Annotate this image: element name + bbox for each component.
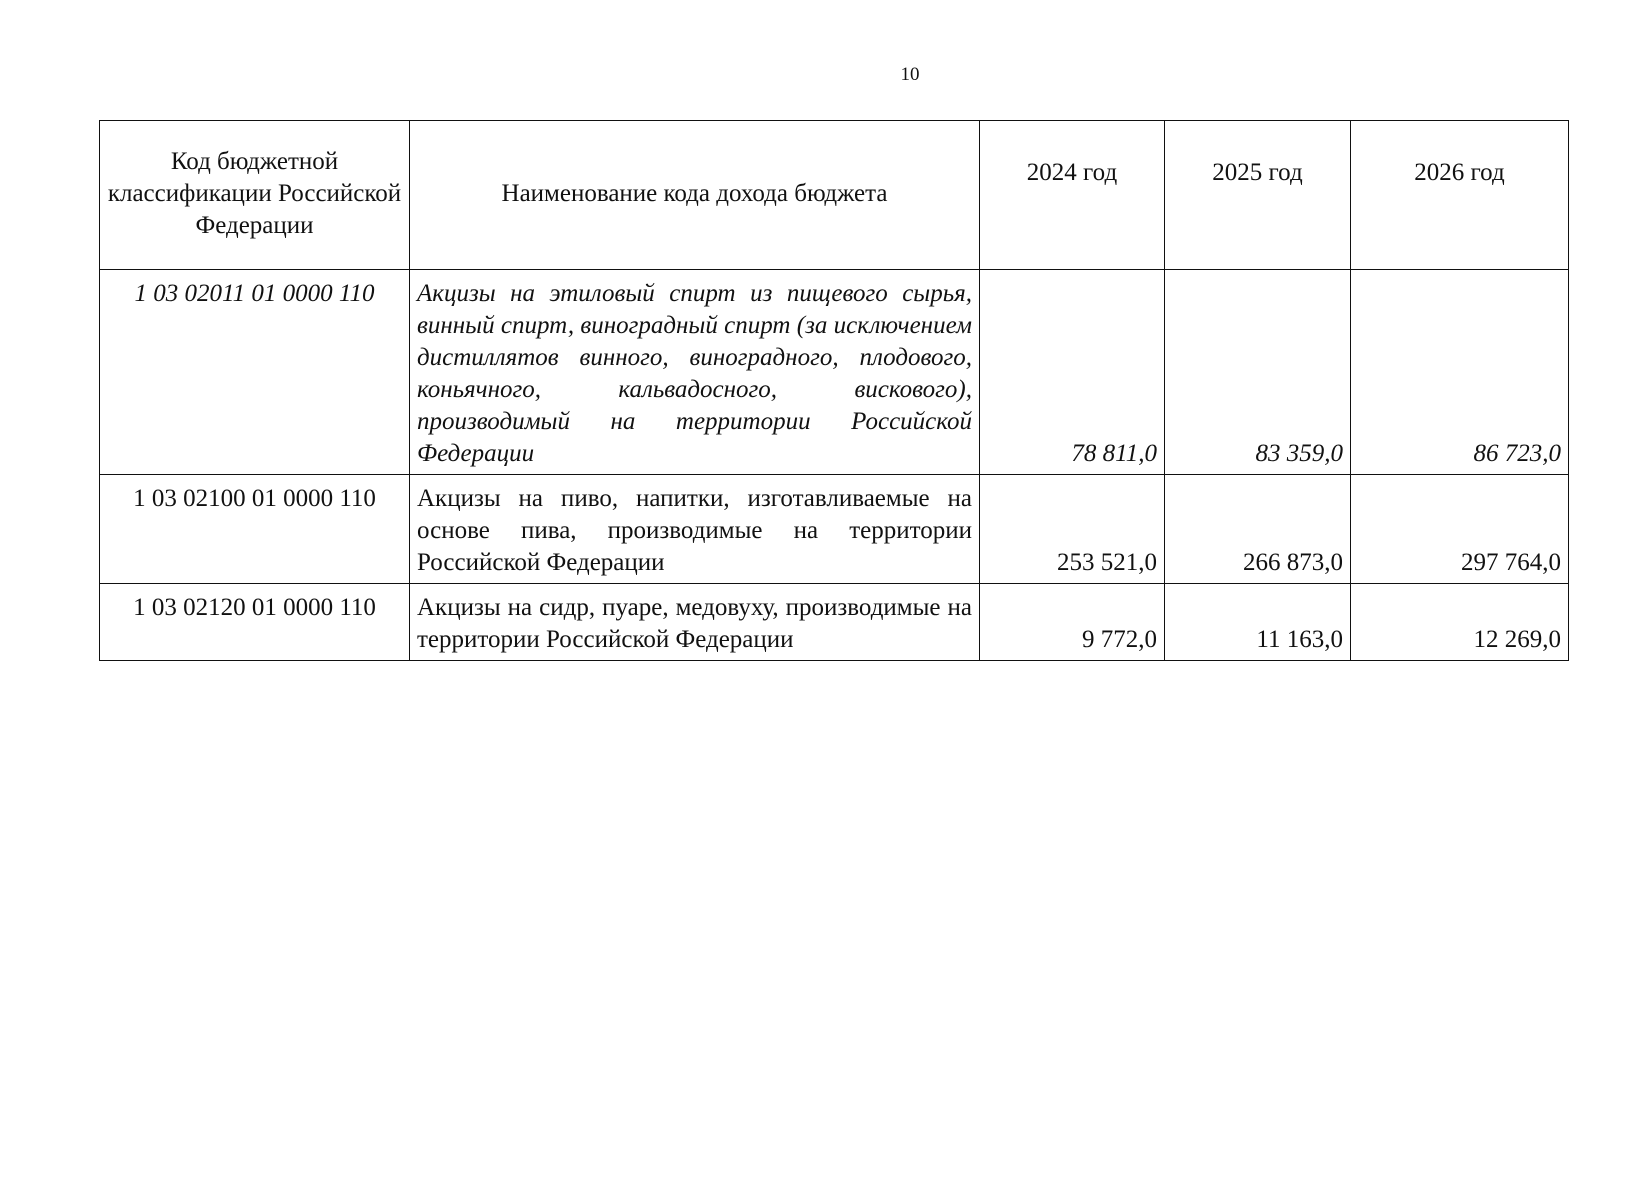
row-income-name: Акцизы на пиво, напитки, изготавливаемые на основе пива, производимые на территории Российской Федерации	[410, 475, 980, 584]
row-value-2025: 266 873,0	[1165, 475, 1351, 584]
row-value-2024: 253 521,0	[980, 475, 1165, 584]
table-row	[100, 270, 1569, 475]
header-year-2025: 2025 год	[1165, 121, 1351, 270]
row-budget-code: 1 03 02011 01 0000 110	[100, 270, 410, 475]
row-budget-code: 1 03 02100 01 0000 110	[100, 475, 410, 584]
table-header-row	[100, 121, 1569, 270]
row-value-2026: 297 764,0	[1351, 475, 1569, 584]
row-budget-code: 1 03 02120 01 0000 110	[100, 584, 410, 661]
header-budget-code: Код бюджетной классификации Российской Федерации	[100, 121, 410, 270]
budget-revenue-table	[99, 120, 1569, 661]
header-year-2024: 2024 год	[980, 121, 1165, 270]
row-value-2025: 11 163,0	[1165, 584, 1351, 661]
header-year-2026: 2026 год	[1351, 121, 1569, 270]
table-row	[100, 475, 1569, 584]
row-value-2026: 12 269,0	[1351, 584, 1569, 661]
table-row	[100, 584, 1569, 661]
row-value-2024: 9 772,0	[980, 584, 1165, 661]
row-income-name: Акцизы на сидр, пуаре, медовуху, производимые на территории Российской Федерации	[410, 584, 980, 661]
row-value-2024: 78 811,0	[980, 270, 1165, 475]
header-income-name: Наименование кода дохода бюджета	[410, 121, 980, 270]
row-income-name: Акцизы на этиловый спирт из пищевого сырья, винный спирт, виноградный спирт (за исключением дистиллятов винного, виноградного, плодового, коньячного, кальвадосного, вискового), производимый на территории Российской Федерации	[410, 270, 980, 475]
page-number: 10	[900, 64, 920, 85]
row-value-2025: 83 359,0	[1165, 270, 1351, 475]
row-value-2026: 86 723,0	[1351, 270, 1569, 475]
